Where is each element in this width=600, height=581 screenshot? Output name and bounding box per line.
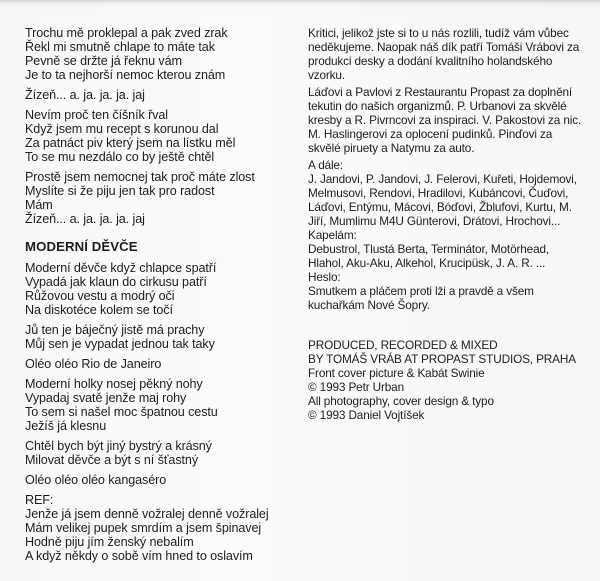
lyric-line: Moderní děvče když chlapce spatří xyxy=(25,261,217,275)
credit-line: Front cover picture & Kabát Swinie xyxy=(308,366,485,380)
thanks-line: kuchařkám Nové Šopry. xyxy=(308,298,430,312)
lyric-line: Mám xyxy=(25,198,53,212)
lyric-line: Myslíte si že piju jen tak pro radost xyxy=(25,184,215,198)
lyric-line: REF: xyxy=(25,493,54,507)
lyric-line: Oléo oléo Rio de Janeiro xyxy=(25,357,162,371)
lyric-line: Pevně se držte já řeknu vám xyxy=(25,54,182,68)
lyric-line: Žízeň... a. ja. ja. ja. jaj xyxy=(25,212,145,226)
thanks-line: Smutkem a pláčem proti lži a pravdě a všem xyxy=(308,284,534,298)
credit-line: © 1993 Petr Urban xyxy=(308,380,404,394)
lyric-line: Na diskotéce kolem se točí xyxy=(25,303,173,317)
thanks-paragraph xyxy=(308,85,600,155)
thanks-line: Hlahol, Aku-Aku, Alkehol, Krucipüsk, J. A. R. ... xyxy=(308,256,546,270)
thanks-line: neděkujeme. Naopak náš dík patří Tomáši Vrábovi za xyxy=(308,40,580,54)
lyric-line: Když jsem mu recept s korunou dal xyxy=(25,122,219,136)
lyrics-stanza xyxy=(25,377,308,433)
thanks-line: Jiří, Mumlimu M4U Günterovi, Drátovi, Hrochovi... xyxy=(308,214,561,228)
thanks-paragraph xyxy=(308,26,600,82)
lyric-line: Jenže já jsem denně vožralej denně vožralej xyxy=(25,507,269,521)
song-title: MODERNÍ DĚVČE xyxy=(25,239,138,254)
lyric-line: Jů ten je báječný jistě má prachy xyxy=(25,323,205,337)
lyric-line: Vypadá jak klaun do cirkusu patří xyxy=(25,275,207,289)
lyrics-stanza xyxy=(25,493,308,563)
thanks-line: M. Haslingerovi za oplocení pudinků. Pinďovi za xyxy=(308,127,553,141)
thanks-line: skvělé piruety a Natymu za auto. xyxy=(308,141,475,155)
thanks-paragraph xyxy=(308,158,600,312)
thanks-line: Melmusovi, Rendovi, Hradilovi, Kubáncovi, Čuďovi, xyxy=(308,186,569,200)
lyrics-stanza xyxy=(25,473,308,487)
lyrics-stanza xyxy=(25,439,308,467)
lyric-line: To sem si našel moc špatnou cestu xyxy=(25,405,218,419)
credits-column xyxy=(308,26,600,569)
lyrics-stanza xyxy=(25,323,308,351)
lyric-line: Oléo oléo oléo kangaséro xyxy=(25,473,167,487)
lyrics-stanza xyxy=(25,26,308,82)
credit-line: All photography, cover design & typo xyxy=(308,394,494,408)
credit-line: © 1993 Daniel Vojtíšek xyxy=(308,408,425,422)
credit-line: PRODUCED, RECORDED & MIXED xyxy=(308,338,498,352)
thanks-line: Kapelám: xyxy=(308,228,357,242)
lyric-line: To se mu nezdálo co by ještě chtěl xyxy=(25,150,215,164)
thanks-line: produkci desky a dodání kvalitního holandského xyxy=(308,54,553,68)
lyric-line: Můj sen je vypadat jednou tak taky xyxy=(25,337,215,351)
lyric-line: Ježíš já klesnu xyxy=(25,419,107,433)
lyrics-stanza xyxy=(25,357,308,371)
lyric-line: Hodně piju jím ženský nebalím xyxy=(25,535,194,549)
thanks-line: Láďovi, Entýmu, Mácovi, Bóďovi, Žblufovi, Kurtu, M. xyxy=(308,200,572,214)
lyric-line: Nevím proč ten číšník řval xyxy=(25,108,168,122)
thanks-line: Debustrol, Tlustá Berta, Terminátor, Motörhead, xyxy=(308,242,550,256)
lyric-line: Žízeň... a. ja. ja. ja. jaj xyxy=(25,88,145,102)
lyric-line: Moderní holky nosej pěkný nohy xyxy=(25,377,203,391)
lyrics-stanza xyxy=(25,108,308,164)
lyrics-stanza xyxy=(25,88,308,102)
lyric-line: Za patnáct piv který jsem na lístku měl xyxy=(25,136,236,150)
lyrics-stanza xyxy=(25,261,308,317)
lyric-line: Chtěl bych být jiný bystrý a krásný xyxy=(25,439,212,453)
thanks-line: Kritici, jelikož jste si to u nás rozlili, tudíž vám vůbec xyxy=(308,26,569,40)
lyric-line: Mám velikej pupek smrdím a jsem špinavej xyxy=(25,521,262,535)
thanks-line: kresby a R. Pivrncovi za inspiraci. V. Pakostovi za nic. xyxy=(308,113,582,127)
lyric-line: A když někdy o sobě vím hned to oslavím xyxy=(25,549,253,563)
production-credits xyxy=(308,338,600,422)
lyric-line: Prostě jsem nemocnej tak proč máte zlost xyxy=(25,170,255,184)
thanks-line: Heslo: xyxy=(308,270,341,284)
lyric-line: Řekl mi smutně chlape to máte tak xyxy=(25,40,215,54)
lyric-line: Růžovou vestu a modrý oči xyxy=(25,289,175,303)
lyric-line: Milovat děvče a být s ní šťastný xyxy=(25,453,199,467)
lyrics-stanza xyxy=(25,170,308,226)
lyrics-column xyxy=(25,26,308,569)
lyric-line: Trochu mě proklepal a pak zved zrak xyxy=(25,26,228,40)
lyric-line: Je to ta nejhorší nemoc kterou znám xyxy=(25,68,226,82)
thanks-line: tekutin do našich organizmů. P. Urbanovi za skvělé xyxy=(308,99,567,113)
thanks-line: A dále: xyxy=(308,158,344,172)
song-title-heading xyxy=(25,240,308,254)
thanks-line: Láďovi a Pavlovi z Restaurantu Propast za doplnění xyxy=(308,85,573,99)
thanks-line: vzorku. xyxy=(308,68,345,82)
credit-line: BY TOMÁŠ VRÁB AT PROPAST STUDIOS, PRAHA xyxy=(308,352,576,366)
lyric-line: Vypadaj svatě jenže maj rohy xyxy=(25,391,187,405)
thanks-line: J. Jandovi, P. Jandovi, J. Felerovi, Kuřeti, Hojdemovi, xyxy=(308,172,577,186)
